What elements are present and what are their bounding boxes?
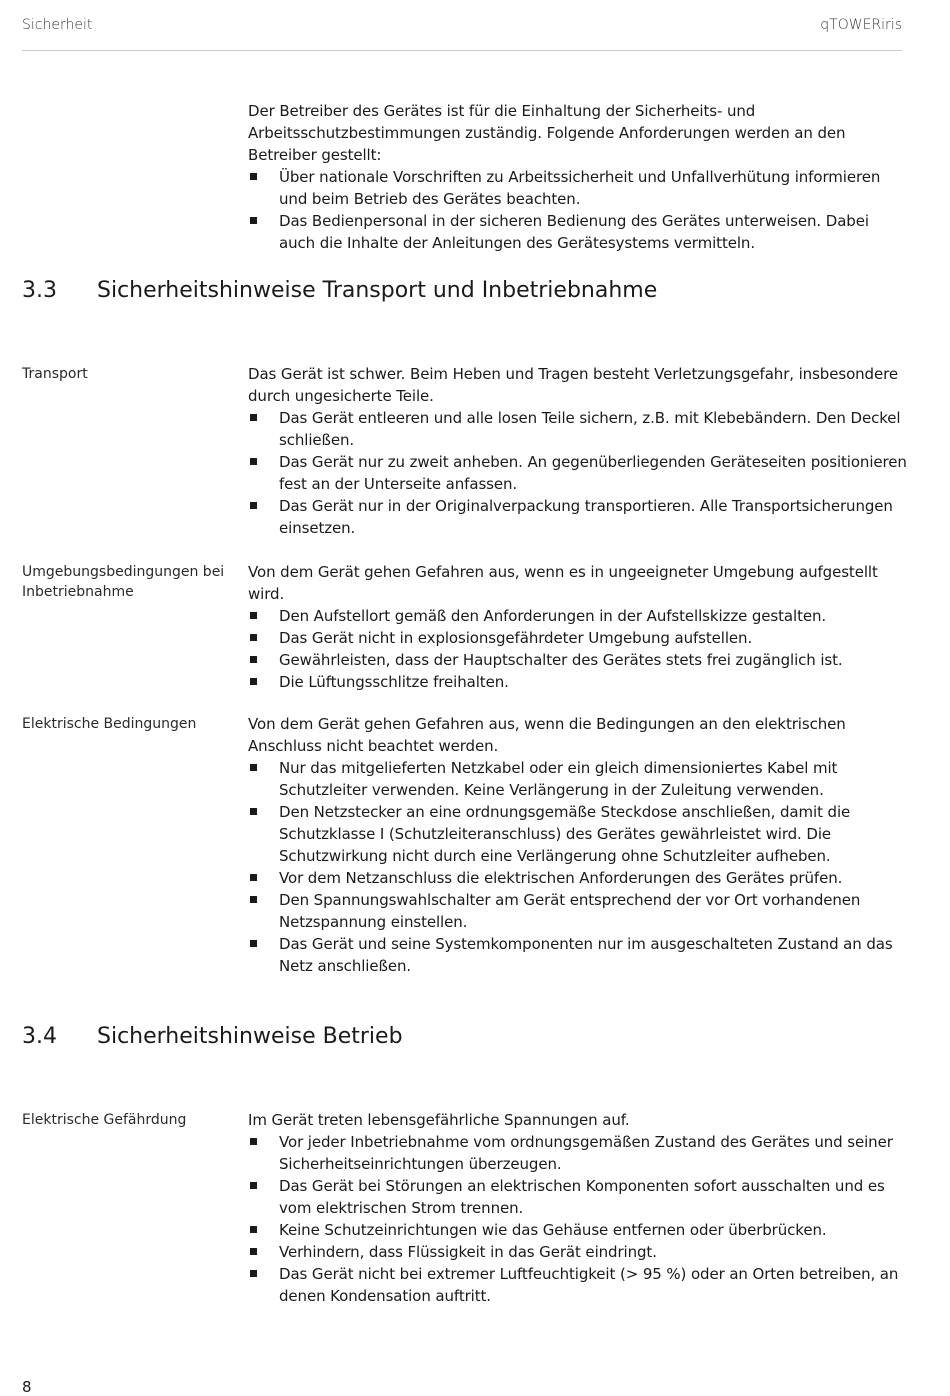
electrical-hazard-list — [248, 1131, 908, 1307]
list-item: Den Netzstecker an eine ordnungsgemäße Steckdose anschließen, damit die Schutzklasse I (Schutzleiteranschluss) des Gerätes gewährleistet wird. Die Schutzwirkung nicht durch eine Verlängerung ohne Schutzleiter aufheben. — [248, 801, 908, 867]
list-item: Das Bedienpersonal in der sicheren Bedienung des Gerätes unterweisen. Dabei auch die Inhalte der Anleitungen des Gerätesystems vermitteln. — [248, 210, 908, 254]
electrical-list — [248, 757, 908, 977]
list-item: Vor jeder Inbetriebnahme vom ordnungsgemäßen Zustand des Gerätes und seiner Sicherheitseinrichtungen überzeugen. — [248, 1131, 908, 1175]
intro-text: Der Betreiber des Gerätes ist für die Einhaltung der Sicherheits- und Arbeitsschutzbestimmungen zuständig. Folgende Anforderungen werden an den Betreiber gestellt: — [248, 102, 846, 164]
list-item: Verhindern, dass Flüssigkeit in das Gerät eindringt. — [248, 1241, 908, 1263]
section-title: Sicherheitshinweise Betrieb — [97, 1024, 403, 1049]
side-label-electrical-hazard: Elektrische Gefährdung — [22, 1112, 187, 1128]
electrical-hazard-text: Im Gerät treten lebensgefährliche Spannungen auf. — [248, 1111, 630, 1129]
list-item: Das Gerät entleeren und alle losen Teile sichern, z.B. mit Klebebändern. Den Deckel schließen. — [248, 407, 908, 451]
section-heading-3-3 — [22, 278, 657, 303]
list-item: Den Spannungswahlschalter am Gerät entsprechend der vor Ort vorhandenen Netzspannung einstellen. — [248, 889, 908, 933]
environment-block — [248, 561, 908, 693]
list-item: Den Aufstellort gemäß den Anforderungen in der Aufstellskizze gestalten. — [248, 605, 908, 627]
header-product: qTOWERiris — [820, 17, 902, 33]
environment-text: Von dem Gerät gehen Gefahren aus, wenn es in ungeeigneter Umgebung aufgestellt wird. — [248, 563, 878, 603]
list-item: Das Gerät bei Störungen an elektrischen Komponenten sofort ausschalten und es vom elektrischen Strom trennen. — [248, 1175, 908, 1219]
side-label-transport: Transport — [22, 366, 88, 382]
section-number: 3.4 — [22, 1024, 57, 1049]
electrical-text: Von dem Gerät gehen Gefahren aus, wenn die Bedingungen an den elektrischen Anschluss nicht beachtet werden. — [248, 715, 846, 755]
intro-block — [248, 100, 908, 254]
list-item: Das Gerät und seine Systemkomponenten nur im ausgeschalteten Zustand an das Netz anschließen. — [248, 933, 908, 977]
transport-list — [248, 407, 908, 539]
environment-list — [248, 605, 908, 693]
header-chapter: Sicherheit — [22, 17, 93, 33]
page-number: 8 — [22, 1378, 32, 1396]
list-item: Das Gerät nicht in explosionsgefährdeter Umgebung aufstellen. — [248, 627, 908, 649]
section-number: 3.3 — [22, 278, 57, 303]
list-item: Das Gerät nur in der Originalverpackung transportieren. Alle Transportsicherungen einsetzen. — [248, 495, 908, 539]
page-header — [22, 14, 902, 51]
list-item: Vor dem Netzanschluss die elektrischen Anforderungen des Gerätes prüfen. — [248, 867, 908, 889]
intro-list — [248, 166, 908, 254]
transport-block — [248, 363, 908, 539]
section-title: Sicherheitshinweise Transport und Inbetriebnahme — [97, 278, 658, 303]
transport-text: Das Gerät ist schwer. Beim Heben und Tragen besteht Verletzungsgefahr, insbesondere durch ungesicherte Teile. — [248, 365, 898, 405]
list-item: Über nationale Vorschriften zu Arbeitssicherheit und Unfallverhütung informieren und beim Betrieb des Gerätes beachten. — [248, 166, 908, 210]
list-item: Das Gerät nur zu zweit anheben. An gegenüberliegenden Geräteseiten positionieren fest an der Unterseite anfassen. — [248, 451, 908, 495]
side-label-environment: Umgebungsbedingungen bei Inbetriebnahme — [22, 564, 225, 600]
electrical-block — [248, 713, 908, 977]
list-item: Das Gerät nicht bei extremer Luftfeuchtigkeit (> 95 %) oder an Orten betreiben, an denen Kondensation auftritt. — [248, 1263, 908, 1307]
section-heading-3-4 — [22, 1024, 403, 1049]
list-item: Gewährleisten, dass der Hauptschalter des Gerätes stets frei zugänglich ist. — [248, 649, 908, 671]
list-item: Nur das mitgelieferten Netzkabel oder ein gleich dimensioniertes Kabel mit Schutzleiter verwenden. Keine Verlängerung in der Zuleitung verwenden. — [248, 757, 908, 801]
side-label-electrical: Elektrische Bedingungen — [22, 716, 197, 732]
electrical-hazard-block — [248, 1109, 908, 1307]
list-item: Die Lüftungsschlitze freihalten. — [248, 671, 908, 693]
list-item: Keine Schutzeinrichtungen wie das Gehäuse entfernen oder überbrücken. — [248, 1219, 908, 1241]
